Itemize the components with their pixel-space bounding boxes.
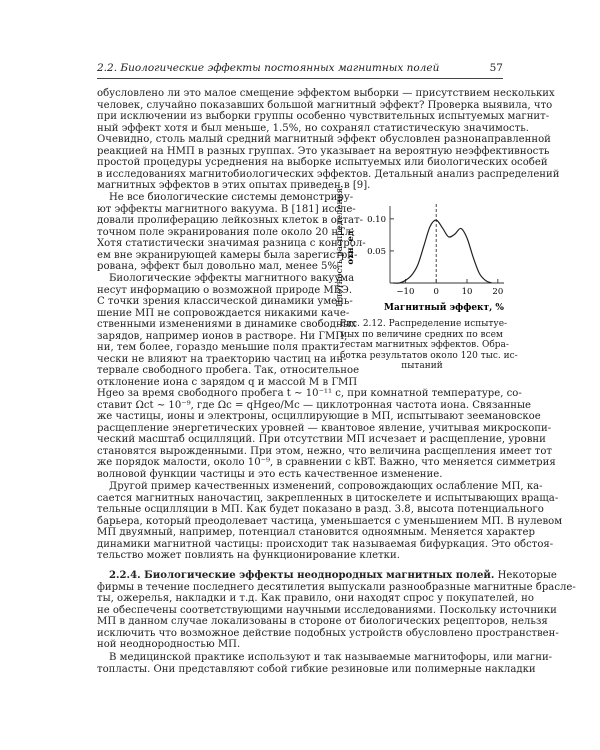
text-line: рована, эффект был довольно мал, менее 5%. <box>97 261 341 273</box>
text-line: тервале свободного пробега. Так, относительное <box>97 365 360 377</box>
caption-line: пытаний <box>401 361 443 371</box>
text-line: В медицинской практике используют и так называемые магнитофоры, или магни- <box>109 652 553 663</box>
text-line: магнитных эффектов в этих опытах приведен в [9]. <box>97 180 371 192</box>
text-line: ной неоднородностью МП. <box>97 639 241 651</box>
text-line: точном поле экранирования поле около 20 нТл. <box>97 226 355 238</box>
text-line: Некоторые <box>497 570 557 581</box>
text-line: довали пролиферацию лейкозных клеток в остат- <box>97 215 364 227</box>
text-line: Хотя статистически значимая разница с контрол- <box>97 238 366 250</box>
text-line: же порядок малости, около 10⁻⁹, в сравнении с kBT. Важно, что меняется симметрия <box>97 457 556 469</box>
chart-ticks <box>367 215 503 297</box>
text-line: тельные осцилляции в МП. Как будет показано в разд. 3.8, высота потенциального <box>97 504 544 516</box>
x-tick-label: 20 <box>492 287 504 297</box>
section-heading: 2.2.4. Биологические эффекты неоднородных магнитных полей. <box>109 570 495 581</box>
text-line: зарядов, например ионов в растворе. Ни ГМП, <box>97 330 348 342</box>
text-line: Не все биологические системы демонстриру- <box>109 192 354 203</box>
x-tick-label: 0 <box>433 287 439 297</box>
running-title: 2.2. Биологические эффекты постоянных магнитных полей <box>97 62 440 74</box>
paragraph-3b <box>97 388 556 480</box>
text-line: реакцией на НМП в разных группах. Это указывает на вероятную неэффективность <box>97 145 550 157</box>
text-line: Другой пример качественных изменений, сопровождающих ослабление МП, ка- <box>109 481 543 492</box>
caption-line: ботка результатов около 120 тыс. ис- <box>340 350 518 361</box>
text-line: барьера, который преодолевает частица, уменьшается с уменьшением МП. В нулевом <box>97 515 563 527</box>
text-line: ты, ожерелья, накладки и т.д. Как правило, они находят спрос у покупателей, но <box>97 593 534 605</box>
x-tick-label: −10 <box>396 287 415 297</box>
text-line: становятся вырожденными. При этом, нежно, что величина расщепления имеет тот <box>97 445 553 457</box>
text-line: топласты. Они представляют собой гибкие резиновые или полимерные накладки <box>97 663 536 675</box>
text-line: шение МП не сопровождается никакими каче- <box>97 307 350 319</box>
text-line: несут информацию о возможной природе МБЭ. <box>97 284 353 296</box>
chart-ylabel-line2: отн. ед. <box>346 227 356 265</box>
text-line: человек, случайно показавших большой магнитный эффект? Проверка выявила, что <box>97 99 553 111</box>
text-line: исключить что возможное действие подобных устройств обусловлено пространствен- <box>97 627 559 639</box>
text-line: отклонение иона с зарядом q и массой M в ГМП <box>97 376 358 388</box>
text-line: ни, тем более, гораздо меньшие поля практи- <box>97 342 343 354</box>
page-number: 57 <box>489 62 503 74</box>
text-line: при исключении из выборки группы особенно чувствительных испытуемых магнит- <box>97 111 550 123</box>
text-line: же частицы, ионы и электроны, осциллирующие в МП, испытывают зеемановское <box>97 411 541 423</box>
section-2-2-4 <box>97 570 576 651</box>
text-line: чески не влияют на траекторию частиц на ин- <box>97 353 347 365</box>
chart-ylabel-line1: Плотность распределения, <box>335 185 345 307</box>
text-line: ный эффект хотя и был меньше, 1.5%, но сохранял статистическую значимость. <box>97 122 529 134</box>
text-line: сается магнитных наночастиц, закрепленных в цитоскелете и испытывающих враща- <box>97 492 559 504</box>
y-tick-label: 0.05 <box>367 246 386 257</box>
paragraph-1 <box>97 88 560 192</box>
text-line: не обеспечены соответствующими научными исследованиями. Поскольку источники <box>97 604 557 616</box>
x-tick-label: 10 <box>461 287 473 297</box>
text-line: МП в данном случае локализованы в стороне от биологических рецепторов, нельзя <box>97 616 548 628</box>
text-line: Очевидно, столь малый средний магнитный эффект обусловлен разнонаправленной <box>97 134 551 146</box>
text-line: обусловлено ли это малое смещение эффектом выборки — присутствием нескольких <box>97 88 555 99</box>
section-heading-line <box>97 570 557 582</box>
paragraph-3a <box>97 273 360 388</box>
text-line: в исследованиях магнитобиологических эффектов. Детальный анализ распределений <box>97 168 560 180</box>
text-line: ственными изменениями в динамике свободных <box>97 319 357 331</box>
distribution-chart <box>332 182 508 318</box>
caption-line: тестам магнитных эффектов. Обра- <box>340 340 509 350</box>
caption-line: Рис. 2.12. Распределение испытуе- <box>340 319 508 329</box>
text-line: ют эффекты магнитного вакуума. В [181] иссле- <box>97 203 356 215</box>
text-line: С точки зрения классической динамики умень- <box>97 296 353 308</box>
text-line: тельство может повлиять на функционирование клетки. <box>97 550 400 562</box>
chart-points <box>393 220 492 283</box>
text-line: фирмы в течение последнего десятилетия выпускали разнообразные магнитные брасле- <box>97 581 576 593</box>
paragraph-4 <box>97 481 563 562</box>
paragraph-6 <box>97 652 553 675</box>
text-line: простой процедуры усреднения на выборке испытуемых или биологических особей <box>97 157 548 169</box>
figure-caption <box>340 319 518 372</box>
text-line: расщепление энергетических уровней — квантовое явление, учитывая микроскопи- <box>97 422 552 434</box>
text-line: волновой функции частицы и это есть качественное изменение. <box>97 468 443 480</box>
text-line: динамики магнитной частицы: происходит так называемая бифуркация. Это обстоя- <box>97 538 554 550</box>
y-tick-label: 0.10 <box>367 214 386 225</box>
text-line: Hgeo за время свободного пробега t ∼ 10⁻¹¹ с, при комнатной температуре, со- <box>97 388 522 399</box>
chart-series-line <box>393 220 492 283</box>
text-line: МП двуямный, например, потенциал становится одноямным. Меняется характер <box>97 527 535 539</box>
caption-line: мых по величине средних по всем <box>340 329 503 340</box>
text-line: ставит Ωct ∼ 10⁻⁹, где Ωc = qHgeo/Mc — циклотронная частота иона. Связанные <box>97 399 532 411</box>
running-header <box>97 62 503 79</box>
text-line: ческий масштаб осцилляций. При отсутствии МП исчезает и расщепление, уровни <box>97 434 546 446</box>
chart-xlabel: Магнитный эффект, % <box>384 303 504 313</box>
text-line: ем вне экранирующей камеры была зарегистри- <box>97 249 358 261</box>
text-line: Биологические эффекты магнитного вакуума <box>109 273 355 284</box>
